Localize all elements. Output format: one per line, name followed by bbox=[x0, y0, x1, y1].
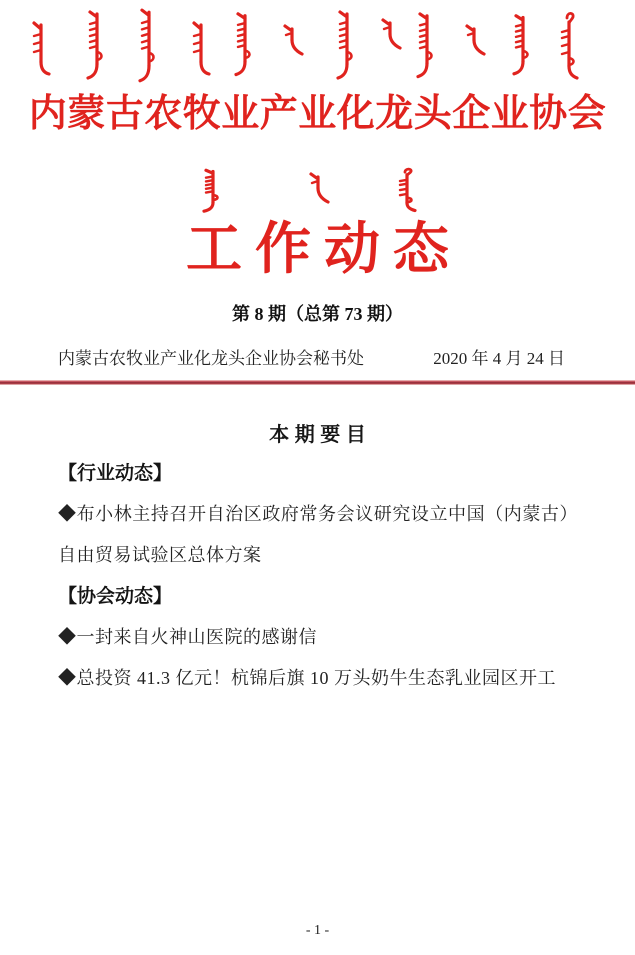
section-label-association: 【协会动态】 bbox=[58, 586, 173, 607]
toc-item-association-1: ◆一封来自火神山医院的感谢信 bbox=[58, 627, 317, 647]
page-number: - 1 - bbox=[305, 923, 330, 938]
digest-heading: 本 期 要 目 bbox=[269, 424, 366, 446]
toc-item-association-2: ◆总投资 41.3 亿元！杭锦后旗 10 万头奶牛生态乳业园区开工 bbox=[58, 668, 556, 688]
association-name-title: 内蒙古农牧业产业化龙头企业协会 bbox=[28, 93, 607, 135]
issue-number-line: 第 8 期（总第 73 期） bbox=[232, 304, 403, 324]
mongolian-script-banner-icon bbox=[0, 8, 635, 84]
publisher-row bbox=[0, 348, 635, 370]
bulletin-title: 工作动态 bbox=[186, 219, 462, 281]
section-label-industry: 【行业动态】 bbox=[58, 463, 173, 484]
table-of-contents bbox=[0, 453, 635, 699]
toc-item-industry-1: ◆布小林主持召开自治区政府常务会议研究设立中国（内蒙古）自由贸易试验区总体方案 bbox=[58, 504, 578, 565]
divider-rule bbox=[0, 380, 635, 385]
mongolian-script-subtitle-icon bbox=[186, 166, 451, 218]
issue-date: 2020 年 4 月 24 日 bbox=[433, 349, 565, 368]
publisher-name: 内蒙古农牧业产业化龙头企业协会秘书处 bbox=[58, 349, 364, 368]
